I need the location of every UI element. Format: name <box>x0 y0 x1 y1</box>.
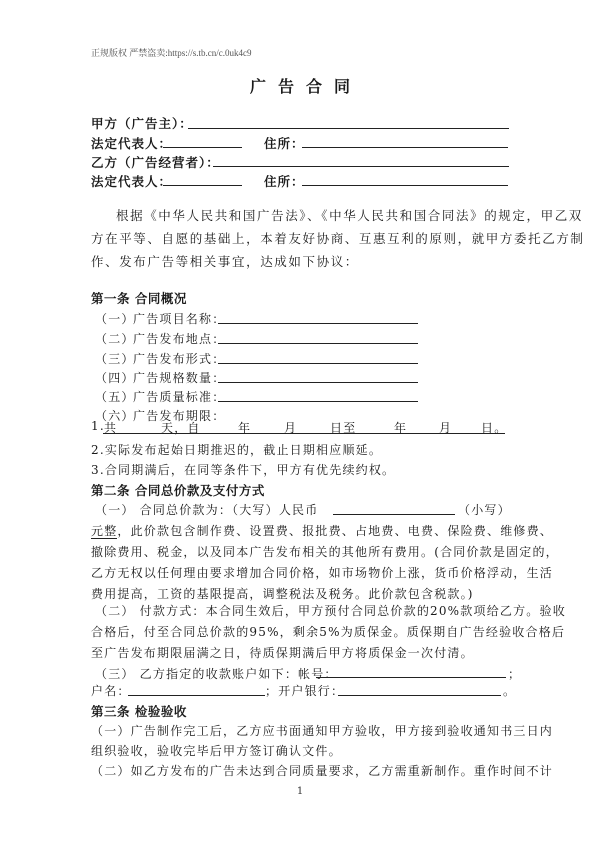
party-a-label: 甲方（广告主）： <box>91 116 193 131</box>
rep-a-field[interactable] <box>163 147 242 148</box>
preamble-line: 方在平等、自愿的基础上，本着友好协商、互惠互利的原则，就甲方委托乙方制 <box>91 231 585 246</box>
account-label: （三） 乙方指定的收款账户如下：帐号： <box>95 667 338 681</box>
item-label: 广告发布期限： <box>133 409 226 423</box>
article-2-heading: 第二条 合同总价款及支付方式 <box>91 483 265 498</box>
item-label: 广告发布形式： <box>133 352 226 366</box>
payment-line: （二） 付款方式：本合同生效后，甲方预付合同总价款的20%款项给乙方。验收 <box>95 604 566 618</box>
spec-quantity-field[interactable] <box>218 382 418 383</box>
price-amount-field[interactable] <box>333 514 455 515</box>
price-line: 费用提高，工资的基限提高，调整税法及税务。此价款包含税款。) <box>91 587 474 601</box>
term-part: 月 <box>284 421 298 435</box>
rep-a-label: 法定代表人： <box>91 136 173 151</box>
rep-b-label: 法定代表人： <box>91 174 173 189</box>
rep-b-field[interactable] <box>163 185 242 186</box>
item-label: 广告项目名称： <box>133 312 226 326</box>
article-1-heading: 第一条 合同概况 <box>91 291 187 306</box>
price-line: 撤除费用、税金，以及同本广告发布相关的其他所有费用。(合同价款是固定的， <box>91 545 559 559</box>
acceptance-line: （一）广告制作完工后，乙方应书面通知甲方验收，甲方接到验收通知书三日内 <box>91 724 554 738</box>
watermark-text: 正规版权 严禁盗卖:https://s.tb.cn/c.0uk4c9 <box>91 48 252 58</box>
term-part: 共 <box>104 421 118 435</box>
item-number: （五） <box>95 390 135 404</box>
address-a-field[interactable] <box>302 147 508 148</box>
publish-location-field[interactable] <box>218 343 418 344</box>
bank-label: ；开户银行： <box>265 684 345 698</box>
item-label: 广告发布地点： <box>133 332 226 346</box>
item-number: （四） <box>95 371 135 385</box>
publish-form-field[interactable] <box>218 363 418 364</box>
term-part: 月 <box>439 421 453 435</box>
price-line-b: （小写） <box>458 503 511 517</box>
term-part: 年 <box>394 421 408 435</box>
account-name-field[interactable] <box>128 695 265 696</box>
item-number: （六） <box>95 409 135 423</box>
account-number-field[interactable] <box>316 677 506 678</box>
term-part: 日。 <box>481 421 508 435</box>
term-part: 年 <box>238 421 252 435</box>
party-b-field[interactable] <box>213 166 509 167</box>
account-punct: ； <box>508 667 522 681</box>
item-label: 广告规格数量： <box>133 371 226 385</box>
acceptance-line: 组织验收，验收完毕后甲方签订确认文件。 <box>91 744 342 758</box>
payment-line: 合格后，付至合同总价款的95%，剩余5%为质保金。质保期自广告经验收合格后 <box>91 625 566 639</box>
term-part: 天，自 <box>161 421 201 435</box>
item-number: （一） <box>95 312 135 326</box>
document-title: 广告合同 <box>249 77 362 96</box>
address-a-label: 住所： <box>264 136 305 151</box>
party-b-label: 乙方（广告经营者）： <box>91 155 220 170</box>
article-3-heading: 第三条 检验验收 <box>91 704 187 719</box>
preamble-line: 作、发布广告等相关事宜，达成如下协议： <box>91 254 359 269</box>
address-b-field[interactable] <box>302 185 508 186</box>
item-number: （二） <box>95 332 135 346</box>
account-name-label: 户名： <box>91 684 131 698</box>
bank-punct: 。 <box>503 684 517 698</box>
item-label: 广告质量标准： <box>133 390 226 404</box>
price-line-2: ，此价款包含制作费、设置费、报批费、占地费、电费、保险费、维修费、 <box>117 524 554 538</box>
price-line: 乙方无权以任何理由要求增加合同价格，如市场物价上涨，货币价格浮动，生活 <box>91 566 554 580</box>
payment-line: 至广告发布期限届满之日，待质保期满后甲方将质保金一次付清。 <box>91 646 474 660</box>
page-number: 1 <box>296 786 304 797</box>
note-3: 3.合同期满后，在同等条件下，甲方有优先续约权。 <box>91 463 396 477</box>
preamble-line: 根据《中华人民共和国广告法》、《中华人民共和国合同法》的规定，甲乙双 <box>116 208 583 223</box>
note-2: 2.实际发布起始日期推迟的，截止日期相应顺延。 <box>91 443 383 457</box>
term-prefix: 1. <box>91 419 105 433</box>
quality-standard-field[interactable] <box>218 401 418 402</box>
project-name-field[interactable] <box>218 323 418 324</box>
term-part: 日至 <box>330 421 357 435</box>
acceptance-line: （二）如乙方发布的广告未达到合同质量要求，乙方需重新制作。重作时间不计 <box>91 764 554 778</box>
bank-field[interactable] <box>338 695 501 696</box>
price-line-a: （一） 合同总价款为：（大写）人民币 <box>95 503 319 517</box>
item-number: （三） <box>95 352 135 366</box>
party-a-field[interactable] <box>188 128 509 129</box>
yuan-zheng: 元整 <box>91 524 118 538</box>
address-b-label: 住所： <box>264 174 305 189</box>
